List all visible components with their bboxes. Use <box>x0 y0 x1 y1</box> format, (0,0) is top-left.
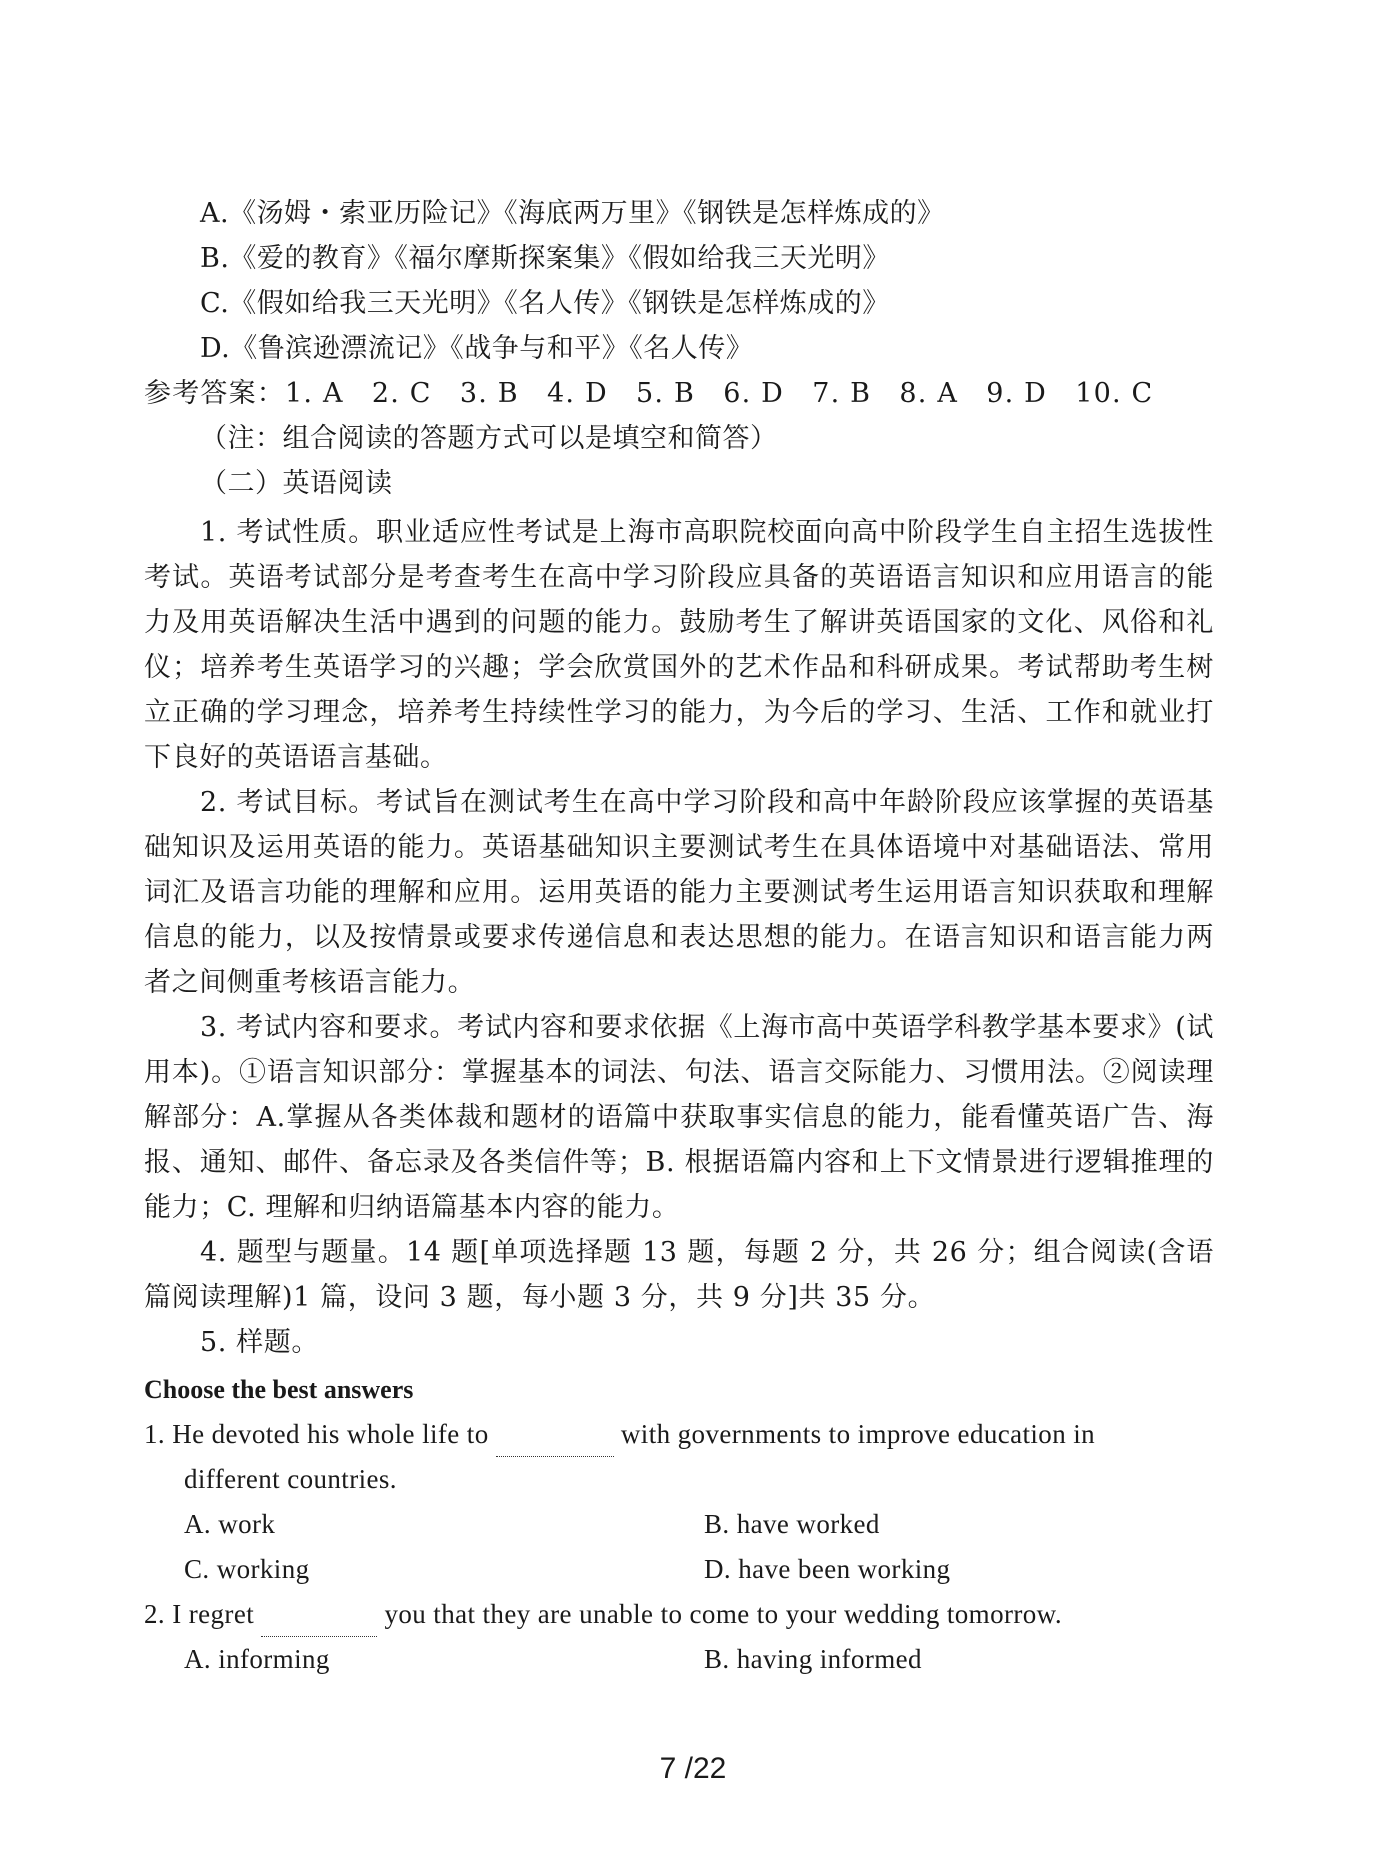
choice-b[interactable]: B. have worked <box>704 1509 880 1539</box>
question-number: 1. <box>144 1419 166 1449</box>
answer-blank[interactable] <box>496 1412 614 1457</box>
question-text-before: I regret <box>172 1599 255 1629</box>
choice-c[interactable]: C. working <box>184 1554 310 1584</box>
answer-key: 参考答案：1. A 2. C 3. B 4. D 5. B 6. D 7. B 8. A 9. D 10. C <box>144 378 1154 409</box>
english-heading: Choose the best answers <box>144 1375 414 1404</box>
choice-d[interactable]: D. have been working <box>704 1554 951 1584</box>
paragraph: 5. 样题。 <box>200 1327 319 1358</box>
question-2 <box>144 1592 1062 1637</box>
paragraph: 1. 考试性质。职业适应性考试是上海市高职院校面向高中阶段学生自主招生选拔性考试。英语考试部分是考查考生在高中学习阶段应具备的英语语言知识和应用语言的能力及用英语解决生活中遇到的问题的能力。鼓励考生了解讲英语国家的文化、风俗和礼仪；培养考生英语学习的兴趣；学会欣赏国外的艺术作品和科研成果。考试帮助考生树立正确的学习理念，培养考生持续性学习的能力，为今后的学习、生活、工作和就业打下良好的英语语言基础。 <box>144 517 1214 773</box>
paragraph: 2. 考试目标。考试旨在测试考生在高中学习阶段和高中年龄阶段应该掌握的英语基础知识及运用英语的能力。英语基础知识主要测试考生在具体语境中对基础语法、常用词汇及语言功能的理解和应用。运用英语的能力主要测试考生运用语言知识获取和理解信息的能力，以及按情景或要求传递信息和表达思想的能力。在语言知识和语言能力两者之间侧重考核语言能力。 <box>144 787 1214 998</box>
option-line: C.《假如给我三天光明》《名人传》《钢铁是怎样炼成的》 <box>200 288 890 319</box>
paragraph: 4. 题型与题量。14 题[单项选择题 13 题，每题 2 分，共 26 分；组合阅读(含语篇阅读理解)1 篇，设问 3 题，每小题 3 分，共 9 分]共 35 分。 <box>144 1237 1214 1313</box>
question-1 <box>144 1412 1095 1457</box>
option-line: B.《爱的教育》《福尔摩斯探案集》《假如给我三天光明》 <box>200 243 890 274</box>
question-text-after: you that they are unable to come to your wedding tomorrow. <box>384 1599 1062 1629</box>
question-text-before: He devoted his whole life to <box>172 1419 489 1449</box>
question-continuation: different countries. <box>184 1464 397 1494</box>
question-number: 2. <box>144 1599 166 1629</box>
choice-b[interactable]: B. having informed <box>704 1644 922 1674</box>
note: （注：组合阅读的答题方式可以是填空和简答） <box>200 423 778 454</box>
option-line: D.《鲁滨逊漂流记》《战争与和平》《名人传》 <box>200 333 754 364</box>
answer-blank[interactable] <box>261 1592 377 1637</box>
paragraph: 3. 考试内容和要求。考试内容和要求依据《上海市高中英语学科教学基本要求》(试用本)。①语言知识部分：掌握基本的词法、句法、语言交际能力、习惯用法。②阅读理解部分：A.掌握从各类体裁和题材的语篇中获取事实信息的能力，能看懂英语广告、海报、通知、邮件、备忘录及各类信件等；B. 根据语篇内容和上下文情景进行逻辑推理的能力；C. 理解和归纳语篇基本内容的能力。 <box>144 1012 1214 1223</box>
option-line: A.《汤姆・索亚历险记》《海底两万里》《钢铁是怎样炼成的》 <box>200 198 945 229</box>
question-text-after: with governments to improve education in <box>620 1419 1096 1449</box>
page-number: 7 /22 <box>659 1752 727 1785</box>
section-title: （二）英语阅读 <box>200 468 393 499</box>
choice-a[interactable]: A. informing <box>184 1644 330 1674</box>
choice-a[interactable]: A. work <box>184 1509 276 1539</box>
